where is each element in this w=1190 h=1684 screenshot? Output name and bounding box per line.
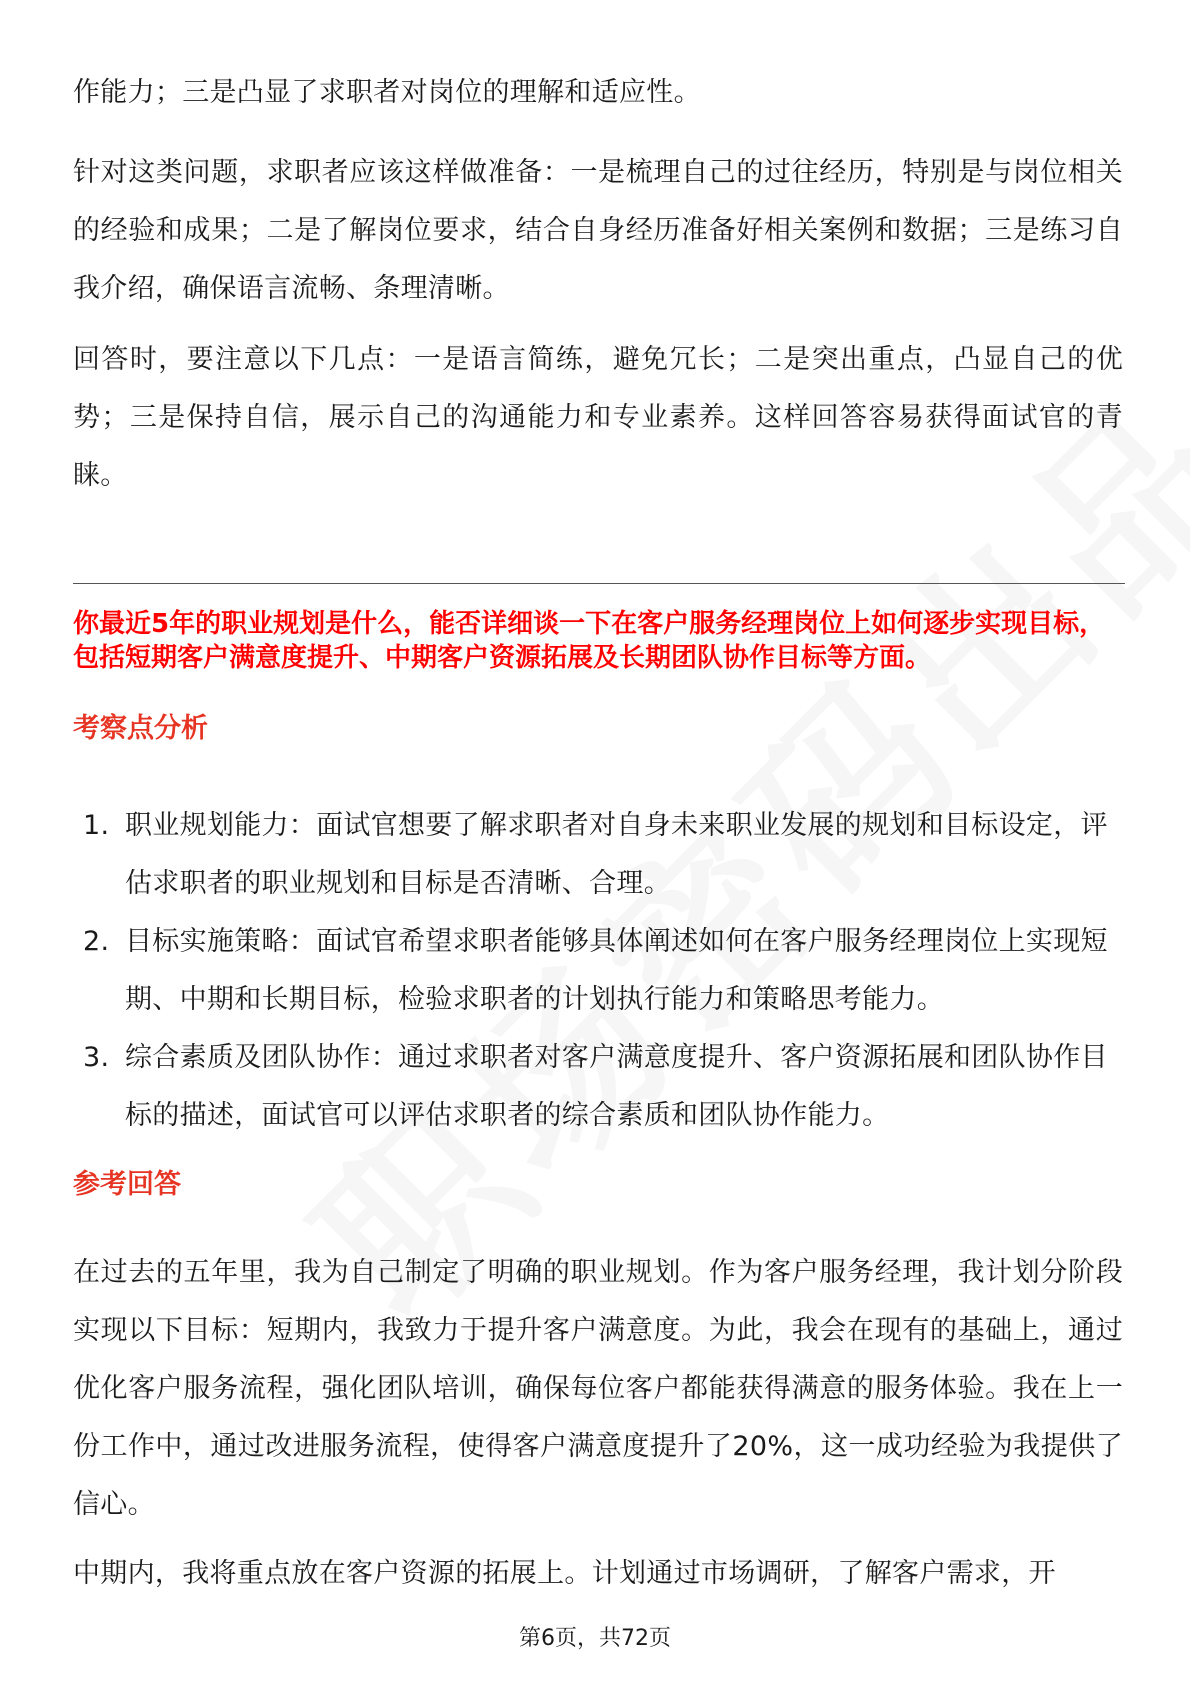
analysis-item bbox=[83, 913, 1123, 1029]
reference-paragraph: 中期内，我将重点放在客户资源的拓展上。计划通过市场调研，了解客户需求，开 bbox=[73, 1558, 1056, 1589]
reference-title: 参考回答 bbox=[73, 1169, 181, 1200]
list-item-text: 综合素质及团队协作：通过求职者对客户满意度提升、客户资源拓展和团队协作目标的描述，面试官可以评估求职者的综合素质和团队协作能力。 bbox=[125, 1042, 1108, 1131]
list-number: 3. bbox=[83, 1042, 110, 1073]
analysis-item bbox=[83, 1029, 1123, 1145]
question-heading: 你最近5年的职业规划是什么，能否详细谈一下在客户服务经理岗位上如何逐步实现目标，包括短期客户满意度提升、中期客户资源拓展及长期团队协作目标等方面。 bbox=[73, 609, 1106, 673]
list-number: 2. bbox=[83, 926, 110, 957]
prep-paragraph: 针对这类问题，求职者应该这样做准备：一是梳理自己的过往经历，特别是与岗位相关的经验和成果；二是了解岗位要求，结合自身经历准备好相关案例和数据；三是练习自我介绍，确保语言流畅、条理清晰。 bbox=[73, 157, 1123, 304]
page-number-footer: 第6页，共72页 bbox=[519, 1626, 671, 1651]
answer-tips-paragraph: 回答时，要注意以下几点：一是语言简练，避免冗长；二是突出重点，凸显自己的优势；三是保持自信，展示自己的沟通能力和专业素养。这样回答容易获得面试官的青睐。 bbox=[73, 344, 1123, 491]
analysis-list bbox=[83, 797, 1123, 1145]
analysis-title: 考察点分析 bbox=[73, 713, 208, 744]
analysis-item bbox=[83, 797, 1123, 913]
list-number: 1. bbox=[83, 810, 110, 841]
list-item-text: 职业规划能力：面试官想要了解求职者对自身未来职业发展的规划和目标设定，评估求职者的职业规划和目标是否清晰、合理。 bbox=[125, 810, 1108, 899]
reference-paragraph: 在过去的五年里，我为自己制定了明确的职业规划。作为客户服务经理，我计划分阶段实现以下目标：短期内，我致力于提升客户满意度。为此，我会在现有的基础上，通过优化客户服务流程，强化团队培训，确保每位客户都能获得满意的服务体验。我在上一份工作中，通过改进服务流程，使得客户满意度提升了20%，这一成功经验为我提供了信心。 bbox=[73, 1257, 1123, 1520]
section-divider bbox=[73, 583, 1125, 584]
intro-tail-paragraph: 作能力；三是凸显了求职者对岗位的理解和适应性。 bbox=[73, 77, 701, 108]
list-item-text: 目标实施策略：面试官希望求职者能够具体阐述如何在客户服务经理岗位上实现短期、中期和长期目标，检验求职者的计划执行能力和策略思考能力。 bbox=[125, 926, 1108, 1015]
